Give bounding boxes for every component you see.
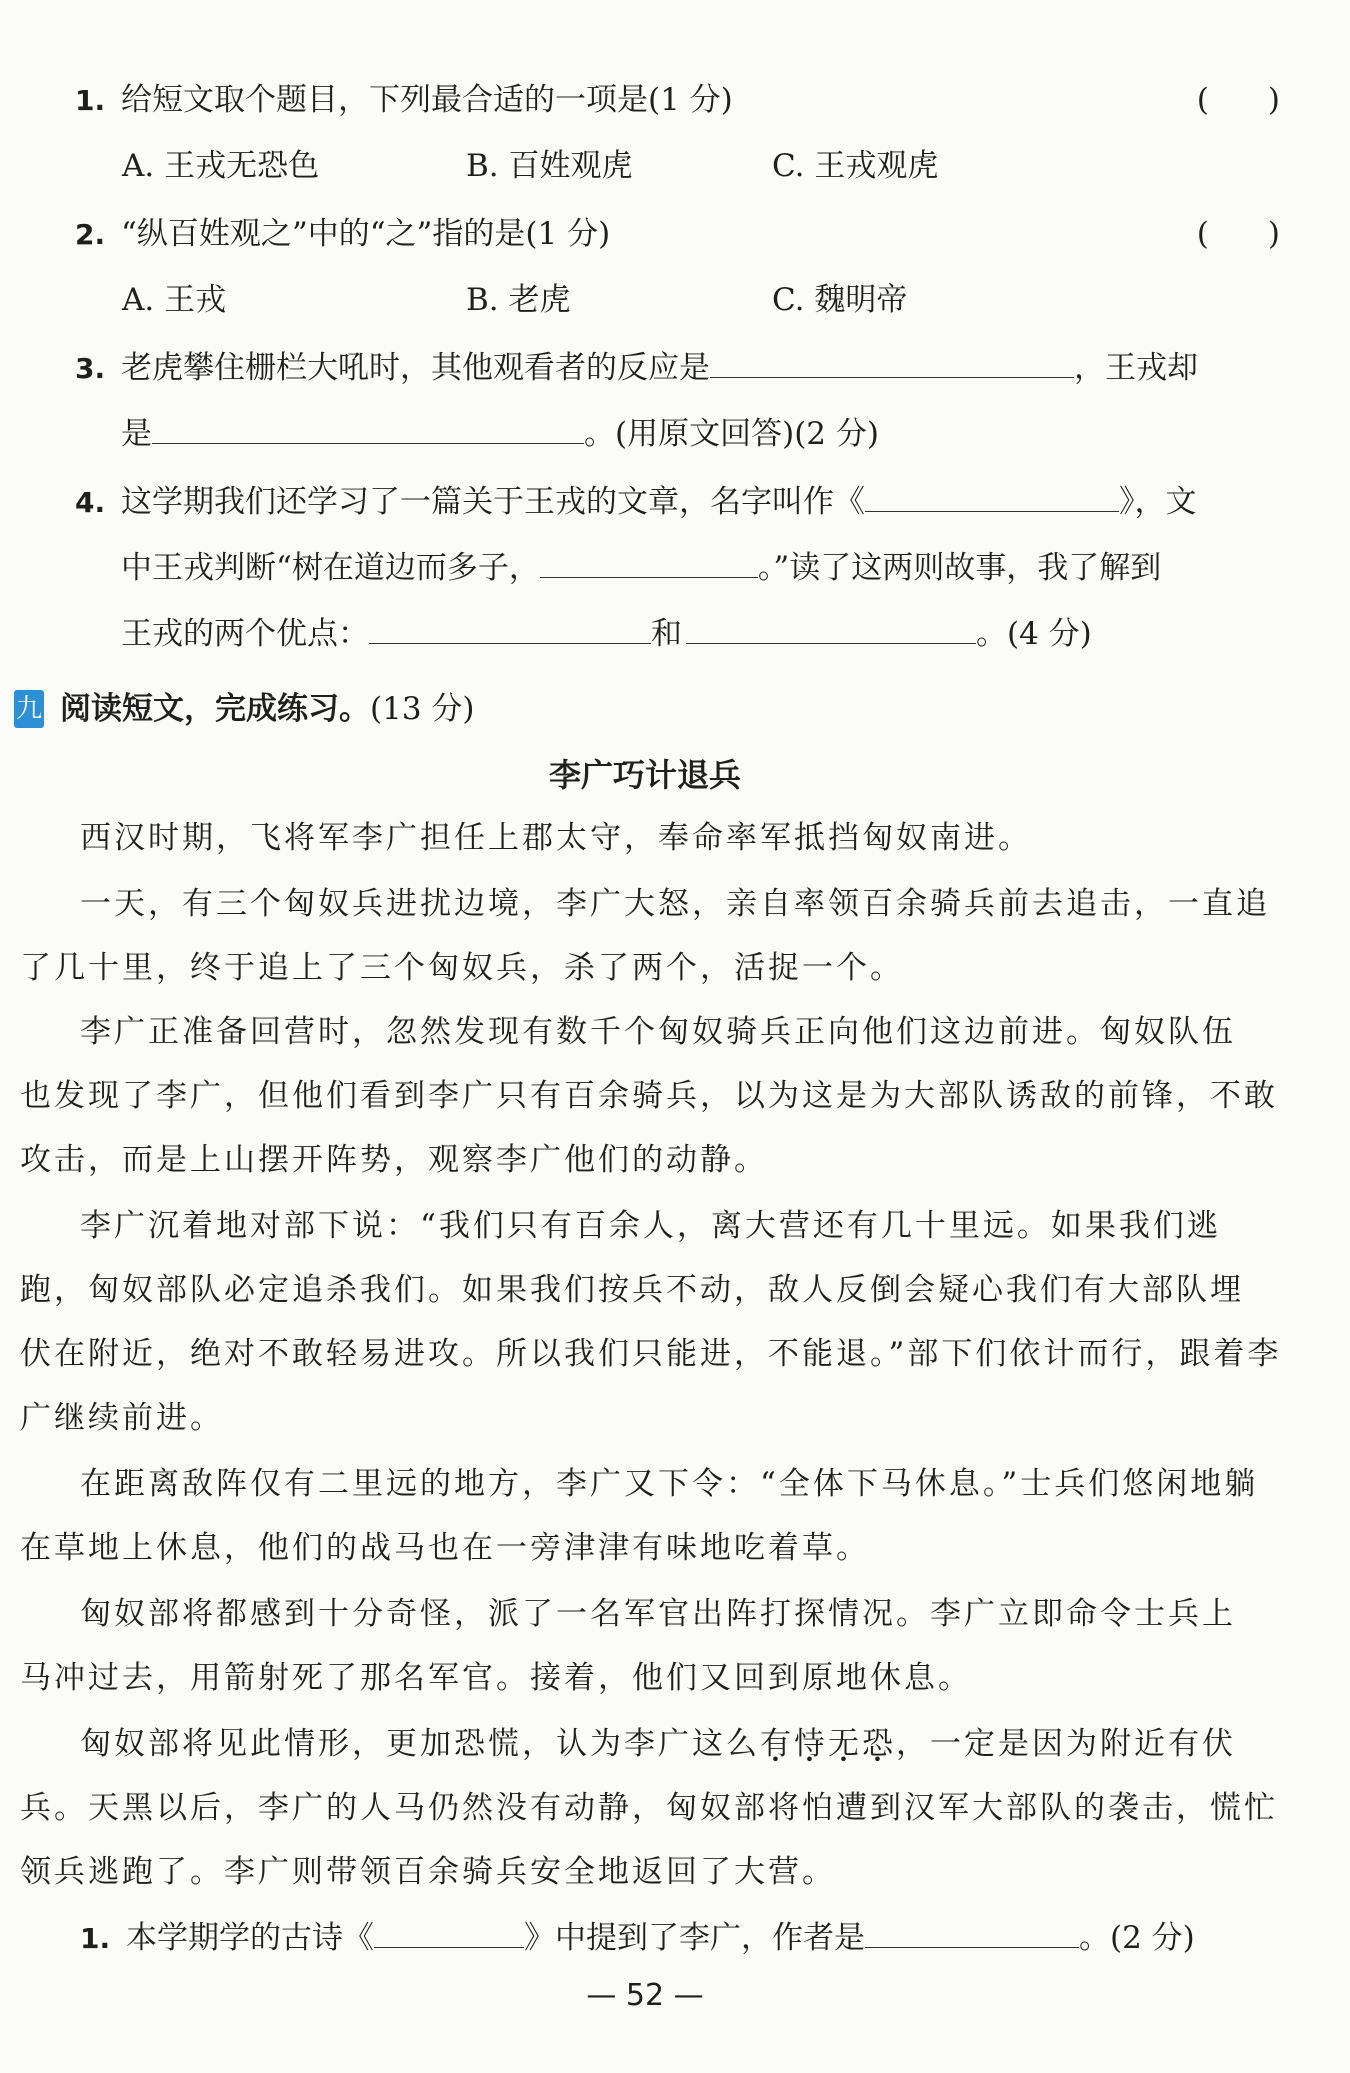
question-3: 3. 老虎攀住栅栏大吼时，其他观看者的反应是 ，王戎却 xyxy=(75,350,1198,386)
story-paragraph-6-line-2: 马冲过去，用箭射死了那名军官。接着，他们又回到原地休息。 xyxy=(20,1660,972,1696)
question-4: 4. 这学期我们还学习了一篇关于王戎的文章，名字叫作《 》，文 xyxy=(75,484,1197,520)
question-4-line-2: 中王戎判断“树在道边而多子， 。”读了这两则故事，我了解到 xyxy=(121,550,1162,586)
story-paragraph-3-line-3: 攻击，而是上山摆开阵势，观察李广他们的动静。 xyxy=(20,1142,768,1178)
answer-paren-1[interactable]: ( ) xyxy=(1196,82,1280,118)
q4-blank-title[interactable] xyxy=(865,483,1119,512)
question-3-line-2: 是 。(用原文回答)(2 分) xyxy=(121,416,879,452)
question-2: 2. “纵百姓观之”中的“之”指的是(1 分) xyxy=(75,216,611,252)
story-paragraph-3-line-1: 李广正准备回营时，忽然发现有数千个匈奴骑兵正向他们这边前进。匈奴队伍 xyxy=(80,1014,1236,1050)
qlast-blank-poem[interactable] xyxy=(374,1919,524,1948)
story-paragraph-4-line-1: 李广沉着地对部下说：“我们只有百余人，离大营还有几十里远。如果我们逃 xyxy=(80,1208,1221,1244)
page-number: — 52 — xyxy=(586,1978,704,2013)
story-paragraph-2-line-1: 一天，有三个匈奴兵进扰边境，李广大怒，亲自率领百余骑兵前去追击，一直追 xyxy=(80,886,1270,922)
q2-option-b[interactable]: B. 老虎 xyxy=(466,282,571,318)
question-last: 1. 本学期学的古诗《 》中提到了李广，作者是 。(2 分) xyxy=(80,1920,1195,1956)
story-paragraph-3-line-2: 也发现了李广，但他们看到李广只有百余骑兵，以为这是为大部队诱敌的前锋，不敢 xyxy=(20,1078,1278,1114)
q3-blank-2[interactable] xyxy=(152,415,584,444)
story-paragraph-7-line-3: 领兵逃跑了。李广则带领百余骑兵安全地返回了大营。 xyxy=(20,1854,836,1890)
q1-option-a[interactable]: A. 王戎无恐色 xyxy=(122,148,320,184)
story-paragraph-1: 西汉时期，飞将军李广担任上郡太守，奉命率军抵挡匈奴南进。 xyxy=(80,820,1032,856)
qlast-blank-author[interactable] xyxy=(865,1919,1079,1948)
story-paragraph-4-line-2: 跑，匈奴部队必定追杀我们。如果我们按兵不动，敌人反倒会疑心我们有大部队埋 xyxy=(20,1272,1244,1308)
story-paragraph-5-line-2: 在草地上休息，他们的战马也在一旁津津有味地吃着草。 xyxy=(20,1530,870,1566)
story-paragraph-2-line-2: 了几十里，终于追上了三个匈奴兵，杀了两个，活捉一个。 xyxy=(20,950,904,986)
story-paragraph-6-line-1: 匈奴部将都感到十分奇怪，派了一名军官出阵打探情况。李广立即命令士兵上 xyxy=(80,1596,1236,1632)
q3-blank-1[interactable] xyxy=(710,349,1074,378)
story-paragraph-4-line-4: 广继续前进。 xyxy=(20,1400,224,1436)
question-2-text: “纵百姓观之”中的“之”指的是(1 分) xyxy=(121,216,611,252)
answer-paren-2[interactable]: ( ) xyxy=(1196,216,1280,252)
story-paragraph-7-line-1: 匈奴部将见此情形，更加恐慌，认为李广这么有恃无恐，一定是因为附近有伏 xyxy=(80,1726,1236,1762)
question-4-line-3: 王戎的两个优点： 和 。(4 分) xyxy=(121,616,1092,652)
q4-blank-merit-1[interactable] xyxy=(369,615,651,644)
section-number-badge: 九 xyxy=(14,690,44,728)
question-1: 1. 给短文取个题目，下列最合适的一项是(1 分) xyxy=(75,82,733,118)
q4-blank-quote[interactable] xyxy=(540,549,758,578)
question-1-text: 给短文取个题目，下列最合适的一项是(1 分) xyxy=(121,82,733,118)
q2-option-a[interactable]: A. 王戎 xyxy=(122,282,227,318)
story-paragraph-7-line-2: 兵。天黑以后，李广的人马仍然没有动静，匈奴部将怕遭到汉军大部队的袭击，慌忙 xyxy=(20,1790,1278,1826)
dotted-phrase: 有恃无恐 xyxy=(760,1726,896,1762)
q1-option-c[interactable]: C. 王戎观虎 xyxy=(772,148,939,184)
q2-option-c[interactable]: C. 魏明帝 xyxy=(772,282,908,318)
story-title: 李广巧计退兵 xyxy=(548,756,741,794)
story-paragraph-5-line-1: 在距离敌阵仅有二里远的地方，李广又下令：“全体下马休息。”士兵们悠闲地躺 xyxy=(80,1466,1259,1502)
section-heading: 阅读短文，完成练习。(13 分) xyxy=(60,691,475,727)
story-paragraph-4-line-3: 伏在附近，绝对不敢轻易进攻。所以我们只能进，不能退。”部下们依计而行，跟着李 xyxy=(20,1336,1282,1372)
q4-blank-merit-2[interactable] xyxy=(686,615,976,644)
q1-option-b[interactable]: B. 百姓观虎 xyxy=(466,148,633,184)
